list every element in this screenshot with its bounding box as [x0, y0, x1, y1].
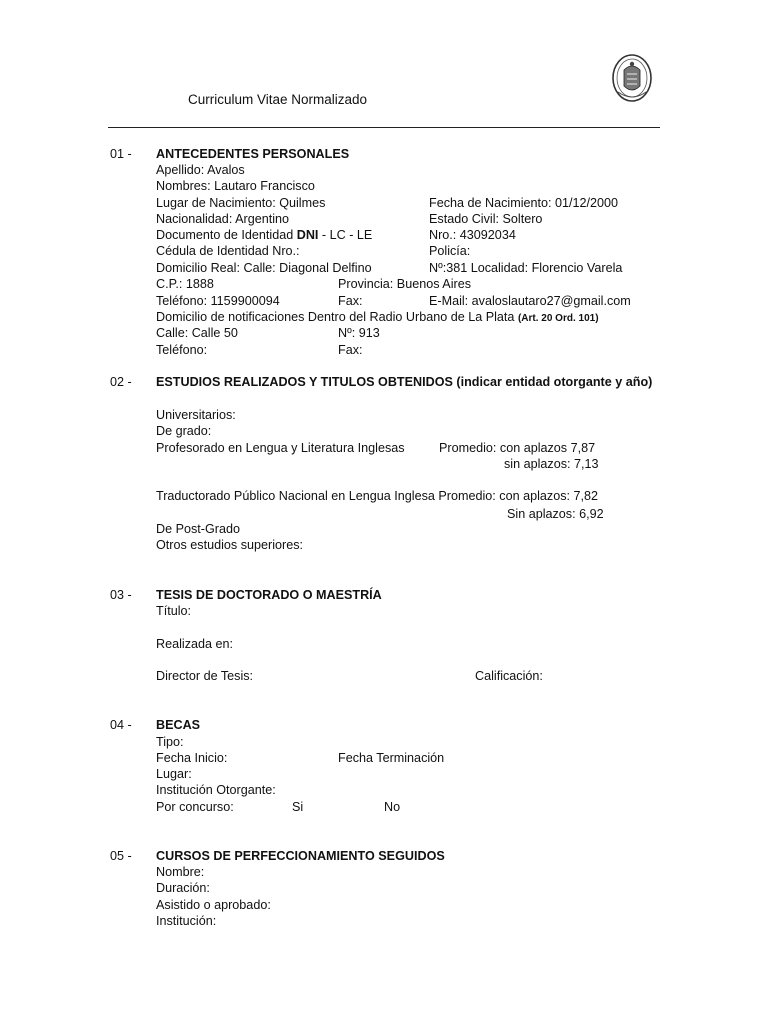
- otros-estudios-label: Otros estudios superiores:: [156, 538, 303, 552]
- section-03-heading: TESIS DE DOCTORADO O MAESTRÍA: [156, 588, 382, 602]
- header-divider: [108, 127, 660, 128]
- estado-civil-field: Estado Civil: Soltero: [429, 212, 543, 226]
- titulo-traductorado: Traductorado Público Nacional en Lengua Inglesa Promedio: con aplazos: 7,82: [156, 489, 598, 503]
- titulo-profesorado: Profesorado en Lengua y Literatura Inglesas: [156, 441, 405, 455]
- email-field: E-Mail: avaloslautaro27@gmail.com: [429, 294, 631, 308]
- documento-field: [156, 227, 372, 243]
- promedio-profesorado-sin-aplazos: sin aplazos: 7,13: [504, 457, 599, 471]
- section-05-number: 05 -: [110, 849, 132, 863]
- beca-fecha-terminacion-field: Fecha Terminación: [338, 751, 445, 765]
- tesis-titulo-field: Título:: [156, 604, 191, 618]
- nombres-field: Nombres: Lautaro Francisco: [156, 179, 315, 193]
- beca-tipo-field: Tipo:: [156, 735, 184, 749]
- beca-concurso-label: Por concurso:: [156, 800, 234, 814]
- telefono-notificaciones-field: Teléfono:: [156, 343, 208, 357]
- document-title: Curriculum Vitae Normalizado: [188, 92, 368, 107]
- section-02-heading: ESTUDIOS REALIZADOS Y TITULOS OBTENIDOS (indicar entidad otorgante y año): [156, 375, 653, 389]
- domicilio-real-field: Domicilio Real: Calle: Diagonal Delfino: [156, 261, 372, 275]
- beca-concurso-no: No: [384, 800, 401, 814]
- domicilio-notificaciones-label: Domicilio de notificaciones Dentro del Radio Urbano de La Plata: [156, 310, 518, 324]
- documento-options: - LC - LE: [318, 228, 373, 242]
- curso-asistido-field: Asistido o aprobado:: [156, 898, 271, 912]
- section-05-heading: CURSOS DE PERFECCIONAMIENTO SEGUIDOS: [156, 849, 445, 863]
- section-01-heading: ANTECEDENTES PERSONALES: [156, 147, 350, 161]
- section-04-heading: BECAS: [156, 718, 201, 732]
- beca-institucion-field: Institución Otorgante:: [156, 783, 276, 797]
- promedio-profesorado-con-aplazos: Promedio: con aplazos 7,87: [439, 441, 596, 455]
- domicilio-notificaciones-article: (Art. 20 Ord. 101): [517, 313, 599, 324]
- policia-field: Policía:: [429, 244, 471, 258]
- fecha-nacimiento-field: Fecha de Nacimiento: 01/12/2000: [429, 196, 619, 210]
- documento-label: Documento de Identidad: [156, 228, 297, 242]
- beca-concurso-si: Si: [292, 800, 304, 814]
- universitarios-label: Universitarios:: [156, 408, 236, 422]
- section-02-number: 02 -: [110, 375, 132, 389]
- tesis-realizada-field: Realizada en:: [156, 637, 234, 651]
- curso-nombre-field: Nombre:: [156, 865, 205, 879]
- domicilio-nro-field: Nº:381 Localidad: Florencio Varela: [429, 261, 623, 275]
- lugar-nacimiento-field: Lugar de Nacimiento: Quilmes: [156, 196, 326, 210]
- curso-duracion-field: Duración:: [156, 881, 210, 895]
- provincia-field: Provincia: Buenos Aires: [338, 277, 472, 291]
- documento-nro-field: Nro.: 43092034: [429, 228, 516, 242]
- section-01-number: 01 -: [110, 147, 132, 161]
- post-grado-label: De Post-Grado: [156, 522, 240, 536]
- section-04-number: 04 -: [110, 718, 132, 732]
- university-seal-icon: [610, 52, 654, 104]
- cedula-field: Cédula de Identidad Nro.:: [156, 244, 300, 258]
- fax-notificaciones-field: Fax:: [338, 343, 363, 357]
- beca-lugar-field: Lugar:: [156, 767, 192, 781]
- telefono-field: Teléfono: 1159900094: [156, 294, 280, 308]
- section-03-number: 03 -: [110, 588, 132, 602]
- nacionalidad-field: Nacionalidad: Argentino: [156, 212, 290, 226]
- de-grado-label: De grado:: [156, 424, 212, 438]
- calle-notificaciones-field: Calle: Calle 50: [156, 326, 238, 340]
- promedio-traductorado-sin-aplazos: Sin aplazos: 6,92: [507, 507, 604, 521]
- nro-notificaciones-field: Nº: 913: [338, 326, 380, 340]
- fax-field: Fax:: [338, 294, 363, 308]
- beca-fecha-inicio-field: Fecha Inicio:: [156, 751, 228, 765]
- tesis-calificacion-field: Calificación:: [475, 669, 543, 683]
- apellido-field: Apellido: Avalos: [156, 163, 245, 177]
- cp-field: C.P.: 1888: [156, 277, 214, 291]
- tesis-director-field: Director de Tesis:: [156, 669, 254, 683]
- curso-institucion-field: Institución:: [156, 914, 217, 928]
- documento-dni: DNI: [296, 228, 319, 242]
